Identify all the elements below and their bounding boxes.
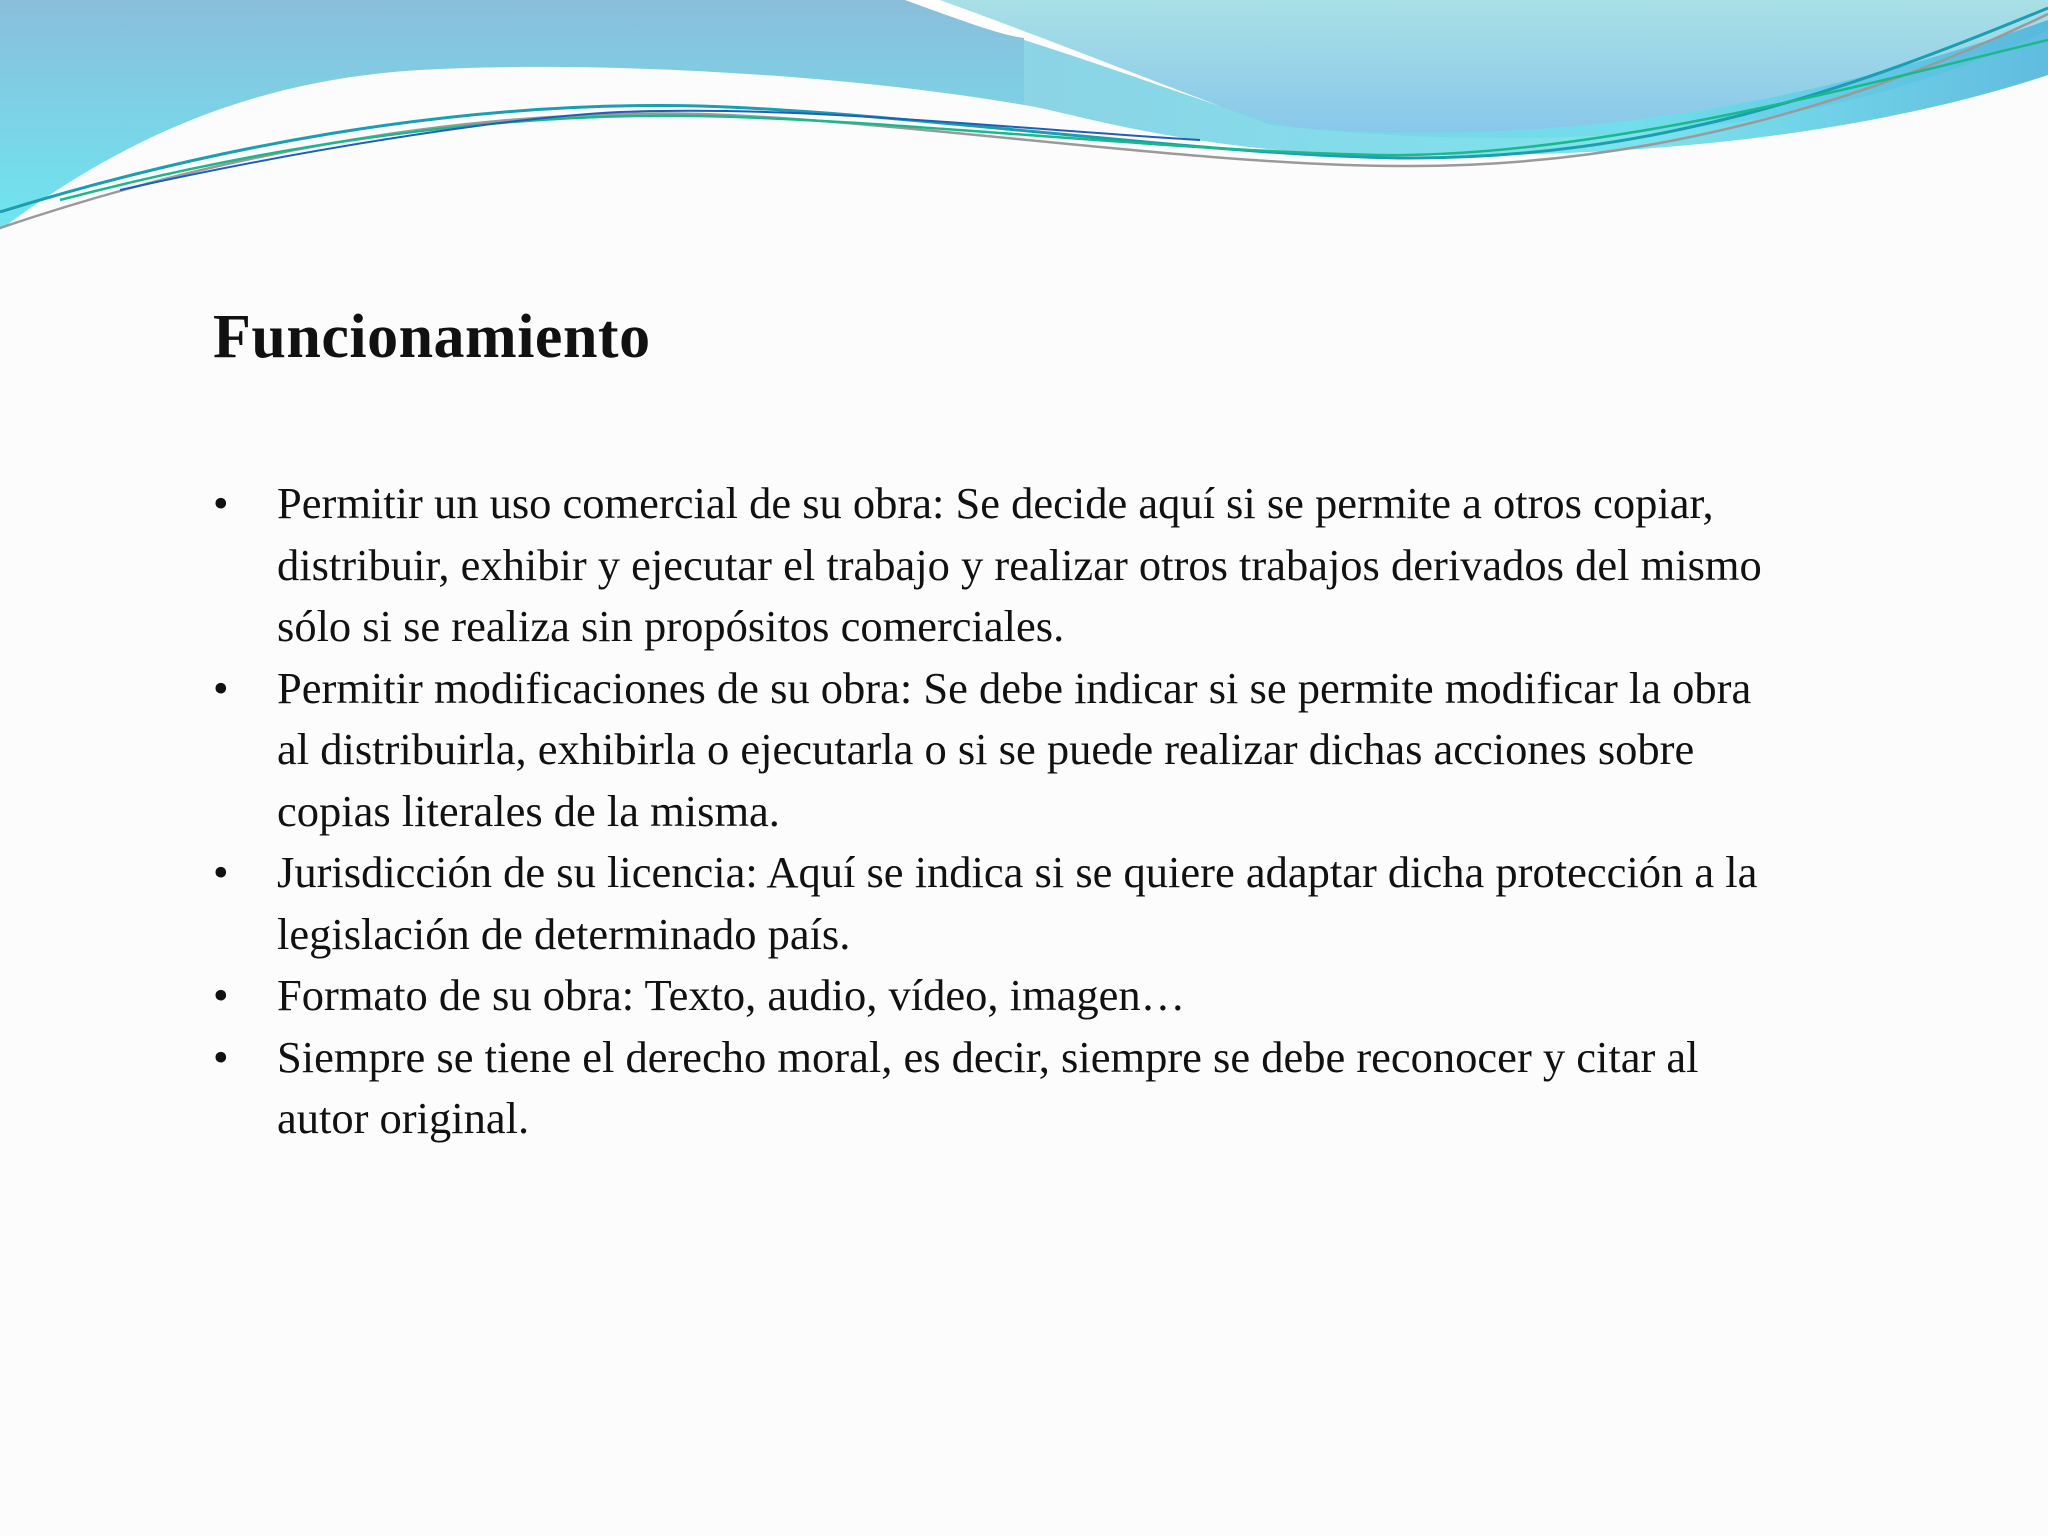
bullet-item bbox=[213, 658, 1773, 843]
bullet-text: Permitir modificaciones de su obra: Se debe indicar si se permite modificar la obra al distribuirla, exhibirla o ejecutarla o si se puede realizar dichas acciones sobre copias literales de la misma. bbox=[277, 662, 1752, 836]
header-wave-decoration bbox=[0, 0, 2048, 260]
bullet-icon: • bbox=[213, 1031, 229, 1082]
bullet-text: Permitir un uso comercial de su obra: Se decide aquí si se permite a otros copiar, distribuir, exhibir y ejecutar el trabajo y realizar otros trabajos derivados del mismo sólo si se realiza sin propósitos comerciales. bbox=[277, 478, 1762, 651]
bullet-list bbox=[213, 473, 1773, 1150]
slide-title: Funcionamiento bbox=[213, 303, 651, 371]
bullet-text: Jurisdicción de su licencia: Aquí se indica si se quiere adaptar dicha protección a la legislación de determinado país. bbox=[277, 847, 1758, 959]
bullet-item bbox=[213, 473, 1773, 658]
bullet-text: Formato de su obra: Texto, audio, vídeo, imagen… bbox=[277, 970, 1186, 1020]
bullet-text: Siempre se tiene el derecho moral, es decir, siempre se debe reconocer y citar al autor original. bbox=[277, 1031, 1699, 1143]
bullet-item bbox=[213, 965, 1773, 1027]
bullet-icon: • bbox=[213, 662, 229, 713]
bullet-item bbox=[213, 1027, 1773, 1150]
bullet-icon: • bbox=[213, 847, 229, 897]
bullet-icon: • bbox=[213, 478, 229, 528]
bullet-item bbox=[213, 842, 1773, 965]
bullet-icon: • bbox=[213, 970, 229, 1020]
